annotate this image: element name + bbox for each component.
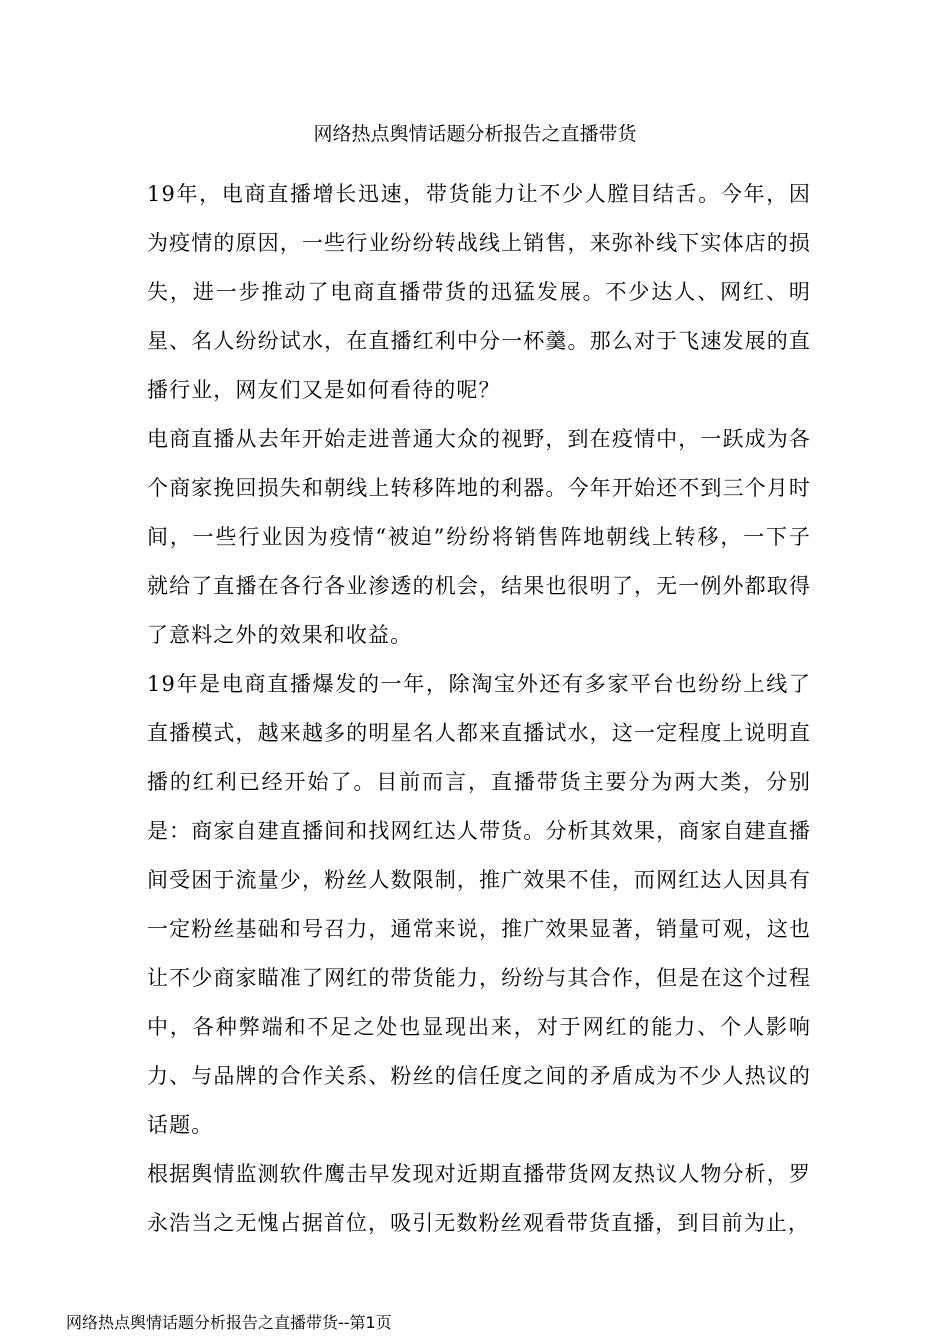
document-title: 网络热点舆情话题分析报告之直播带货 bbox=[313, 123, 637, 145]
body-paragraph-1: 19年，电商直播增长迅速，带货能力让不少人膛目结舌。今年，因为疫情的原因，一些行业纷纷转战线上销售，来弥补线下实体店的损失，进一步推动了电商直播带货的迅猛发展。不少达人、网红、明星、名人纷纷试水，在直播红利中分一杯羹。那么对于飞速发展的直播行业，网友们又是如何看待的呢？ bbox=[147, 182, 811, 402]
body-paragraph-2: 电商直播从去年开始走进普通大众的视野，到在疫情中，一跃成为各个商家挽回损失和朝线上转移阵地的利器。今年开始还不到三个月时间，一些行业因为疫情“被迫”纷纷将销售阵地朝线上转移，一下子就给了直播在各行各业渗透的机会，结果也很明了，无一例外都取得了意料之外的效果和收益。 bbox=[147, 427, 811, 647]
body-paragraph-4: 根据舆情监测软件鹰击早发现对近期直播带货网友热议人物分析，罗永浩当之无愧占据首位，吸引无数粉丝观看带货直播，到目前为止， bbox=[147, 1162, 811, 1235]
page-footer: 网络热点舆情话题分析报告之直播带货--第1页 bbox=[66, 1313, 392, 1332]
document-body bbox=[147, 170, 811, 1248]
body-paragraph-3: 19年是电商直播爆发的一年，除淘宝外还有多家平台也纷纷上线了直播模式，越来越多的明星名人都来直播试水，这一定程度上说明直播的红利已经开始了。目前而言，直播带货主要分为两大类，分别是：商家自建直播间和找网红达人带货。分析其效果，商家自建直播间受困于流量少，粉丝人数限制，推广效果不佳，而网红达人因具有一定粉丝基础和号召力，通常来说，推广效果显著，销量可观，这也让不少商家瞄准了网红的带货能力，纷纷与其合作，但是在这个过程中，各种弊端和不足之处也显现出来，对于网红的能力、个人影响力、与品牌的合作关系、粉丝的信任度之间的矛盾成为不少人热议的话题。 bbox=[147, 672, 811, 1137]
